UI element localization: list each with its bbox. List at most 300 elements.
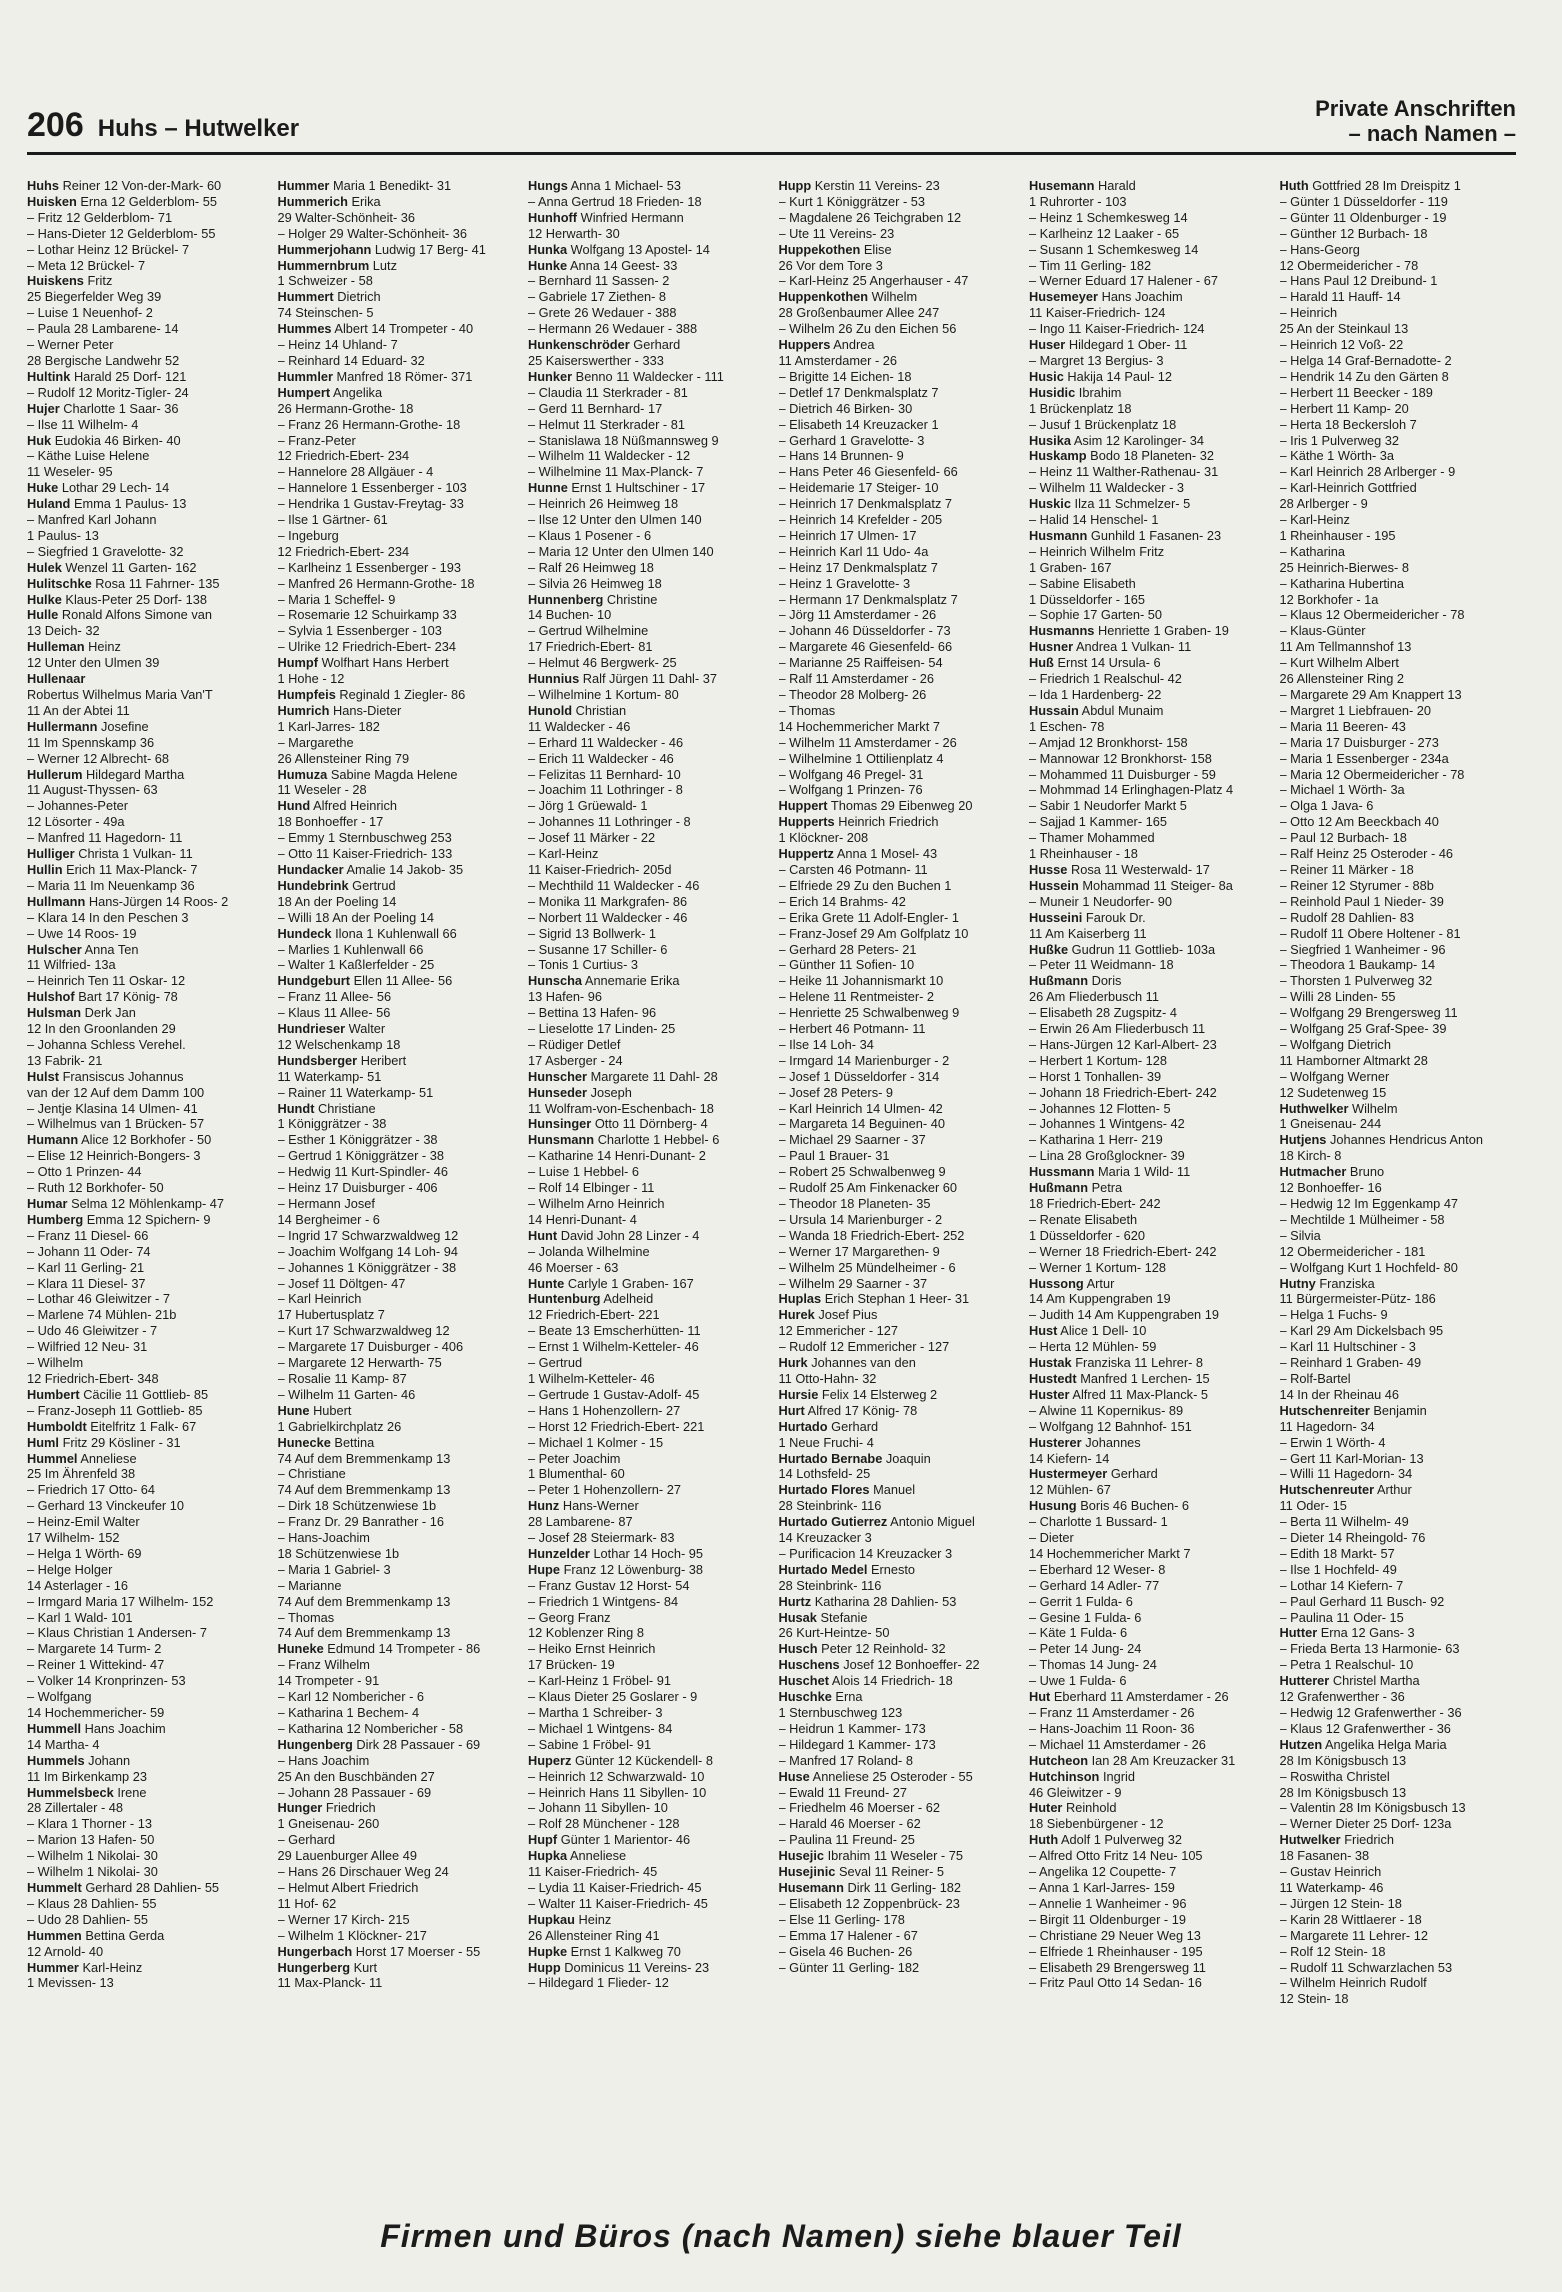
entry-details: – Willi 18 An der Poeling 14: [277, 909, 434, 925]
entry-details: 1 Rheinhauser - 18: [1029, 846, 1138, 862]
directory-entry: [528, 433, 766, 449]
directory-entry: [1280, 1148, 1518, 1164]
entry-surname: Huperz: [528, 1752, 572, 1768]
directory-entry: [1029, 1116, 1267, 1132]
directory-entry: [278, 242, 516, 258]
entry-details: 11 Im Birkenkamp 23: [27, 1768, 147, 1784]
directory-entry: [1029, 957, 1267, 973]
directory-entry: [1029, 337, 1267, 353]
entry-surname: Husner: [1029, 639, 1074, 655]
entry-details: – Klaus 11 Allee- 56: [277, 1005, 391, 1021]
directory-entry: [1029, 1800, 1267, 1816]
directory-entry: [1029, 1148, 1267, 1164]
directory-column: [1029, 178, 1267, 2168]
directory-entry: [1029, 1944, 1267, 1960]
entry-surname: Hungs: [528, 178, 568, 193]
entry-details: Erich Stephan 1 Heer- 31: [824, 1291, 970, 1307]
directory-entry: [278, 1514, 516, 1530]
directory-entry: [1029, 321, 1267, 337]
entry-details: – Hedwig 12 Im Eggenkamp 47: [1279, 1196, 1459, 1211]
directory-entry: [278, 226, 516, 242]
entry-details: – Ralf 11 Amsterdamer - 26: [778, 671, 935, 687]
directory-entry: [779, 1148, 1017, 1164]
directory-entry: [1280, 1546, 1518, 1562]
directory-entry: [1280, 687, 1518, 703]
directory-entry: [278, 1132, 516, 1148]
directory-entry: [528, 1816, 766, 1832]
entry-surname: Husic: [1029, 368, 1064, 384]
directory-entry: [27, 560, 265, 576]
entry-surname: Huster: [1029, 1386, 1070, 1402]
directory-entry: [779, 210, 1017, 226]
entry-details: – Hans-Georg: [1279, 241, 1360, 257]
directory-entry: [779, 830, 1017, 846]
entry-details: – Käte 1 Fulda- 6: [1029, 1625, 1128, 1641]
directory-entry: [779, 417, 1017, 433]
entry-details: – Margarete 46 Giesenfeld- 66: [778, 639, 953, 655]
entry-details: – Bernhard 11 Sassen- 2: [528, 273, 670, 289]
entry-details: – Maria 12 Obermeidericher - 78: [1279, 766, 1465, 782]
entry-details: Christa 1 Vulkan- 11: [78, 846, 193, 862]
entry-details: – Gertrud: [528, 1355, 583, 1371]
directory-entry: [278, 1673, 516, 1689]
directory-entry: [278, 1148, 516, 1164]
entry-details: Felix 14 Elsterweg 2: [821, 1386, 938, 1402]
entry-details: – Gabriele 17 Ziethen- 8: [528, 289, 667, 305]
directory-entry: [27, 464, 265, 480]
directory-entry: [278, 1196, 516, 1212]
entry-details: – Rolf 12 Stein- 18: [1279, 1943, 1386, 1959]
directory-entry: [278, 369, 516, 385]
entry-details: – Reiner 1 Wittekind- 47: [27, 1657, 165, 1673]
directory-entry: [779, 957, 1017, 973]
entry-details: 12 Friedrich-Ebert- 348: [27, 1370, 159, 1386]
directory-entry: [278, 560, 516, 576]
entry-surname: Hust: [1029, 1323, 1058, 1339]
entry-details: Eitelfritz 1 Falk- 67: [90, 1418, 197, 1434]
entry-details: – Ingrid 17 Schwarzwaldweg 12: [277, 1227, 459, 1243]
entry-details: – Erwin 26 Am Fliederbusch 11: [1029, 1021, 1206, 1037]
directory-entry: [1280, 607, 1518, 623]
directory-entry: [27, 1800, 265, 1816]
entry-details: – Erhard 11 Waldecker - 46: [528, 734, 684, 750]
entry-details: – Katharina 1 Bechem- 4: [277, 1705, 420, 1720]
entry-details: – Tonis 1 Curtius- 3: [528, 957, 639, 973]
entry-details: – Karl-Heinrich Gottfried: [1279, 480, 1417, 496]
entry-details: 13 Deich- 32: [27, 623, 100, 639]
entry-details: Albert 14 Trompeter - 40: [334, 321, 474, 337]
directory-entry: [1029, 226, 1267, 242]
directory-entry: [528, 1005, 766, 1021]
entry-details: 14 Hochemmericher Markt 7: [1029, 1545, 1191, 1561]
directory-entry: [528, 289, 766, 305]
directory-entry: [1280, 1912, 1518, 1928]
directory-entry: [779, 1323, 1017, 1339]
entry-details: – Elfriede 1 Rheinhauser - 195: [1029, 1943, 1203, 1959]
directory-entry: [779, 1403, 1017, 1419]
directory-entry: [779, 369, 1017, 385]
entry-details: – Olga 1 Java- 6: [1279, 798, 1374, 814]
directory-entry: [278, 417, 516, 433]
entry-details: – Marianne 25 Raiffeisen- 54: [778, 655, 943, 671]
entry-details: – Rudolf 11 Schwarzlachen 53: [1279, 1959, 1453, 1975]
entry-details: – Magdalene 26 Teichgraben 12: [778, 209, 962, 225]
entry-details: Erich 11 Max-Planck- 7: [66, 861, 198, 877]
entry-details: 13 Fabrik- 21: [27, 1052, 103, 1068]
entry-details: Andrea: [833, 337, 875, 353]
entry-surname: Hustermeyer: [1029, 1466, 1108, 1482]
directory-entry: [27, 703, 265, 719]
directory-entry: [1029, 1244, 1267, 1260]
directory-entry: [1029, 242, 1267, 258]
entry-details: 1 Gneisenau- 260: [277, 1816, 380, 1832]
directory-entry: [27, 448, 265, 464]
directory-entry: [528, 512, 766, 528]
entry-details: – Werner 17 Kirch- 215: [277, 1911, 410, 1927]
entry-details: – Beate 13 Emscherhütten- 11: [528, 1323, 701, 1339]
directory-entry: [779, 719, 1017, 735]
entry-details: Ernst 14 Ursula- 6: [1057, 655, 1161, 671]
entry-details: – Robert 25 Schwalbenweg 9: [778, 1164, 946, 1180]
entry-details: – Helmut 11 Sterkrader - 81: [528, 416, 685, 432]
directory-entry: [528, 1451, 766, 1467]
entry-details: 74 Auf dem Bremmenkamp 13: [277, 1593, 451, 1609]
section-subtitle: – nach Namen –: [1348, 121, 1516, 146]
entry-details: – Theodor 28 Molberg- 26: [778, 687, 927, 702]
entry-details: – Heinz 14 Uhland- 7: [277, 337, 398, 353]
entry-details: – Manfred 11 Hagedorn- 11: [27, 830, 183, 846]
directory-entry: [1280, 1880, 1518, 1896]
entry-details: Reiner 12 Von-der-Mark- 60: [62, 178, 222, 193]
entry-surname: Hutterer: [1279, 1673, 1330, 1689]
entry-details: 1 Graben- 167: [1029, 559, 1112, 575]
directory-entry: [278, 1466, 516, 1482]
entry-details: – Johannes 1 Königgrätzer - 38: [277, 1259, 457, 1275]
entry-details: Günter 1 Marientor- 46: [560, 1832, 691, 1848]
directory-entry: [779, 878, 1017, 894]
entry-details: 11 Oder- 15: [1279, 1498, 1347, 1514]
directory-entry: [27, 401, 265, 417]
entry-details: – Wilhelmine 11 Max-Planck- 7: [528, 464, 704, 480]
directory-entry: [1280, 1244, 1518, 1260]
directory-entry: [528, 623, 766, 639]
directory-entry: [1280, 751, 1518, 767]
directory-entry: [27, 687, 265, 703]
entry-details: 1 Rheinhauser - 195: [1279, 527, 1396, 543]
entry-details: – Wolfgang Kurt 1 Hochfeld- 80: [1279, 1259, 1458, 1275]
directory-entry: [1029, 1101, 1267, 1117]
directory-entry: [779, 1164, 1017, 1180]
entry-details: – Emma 17 Halener - 67: [778, 1927, 918, 1943]
entry-details: – Hedwig 12 Grafenwerther - 36: [1279, 1705, 1462, 1720]
directory-entry: [1280, 1673, 1518, 1689]
entry-details: Mohammad 11 Steiger- 8a: [1082, 877, 1233, 893]
directory-entry: [528, 305, 766, 321]
entry-details: – Hans-Jürgen 12 Karl-Albert- 23: [1029, 1036, 1217, 1052]
entry-details: Christiane: [318, 1100, 376, 1116]
entry-surname: Hulitschke: [27, 575, 92, 591]
directory-entry: [1029, 894, 1267, 910]
directory-entry: [779, 798, 1017, 814]
directory-entry: [528, 942, 766, 958]
entry-details: – Mechthild 11 Waldecker - 46: [528, 877, 700, 893]
directory-entry: [1280, 305, 1518, 321]
entry-details: – Thomas: [778, 702, 836, 718]
entry-details: – Heinz 11 Walther-Rathenau- 31: [1029, 464, 1219, 480]
entry-details: – Lothar 14 Kiefern- 7: [1279, 1577, 1404, 1593]
directory-entry: [27, 1148, 265, 1164]
entry-surname: Hunne: [528, 480, 568, 496]
directory-entry: [1029, 942, 1267, 958]
entry-details: – Sajjad 1 Kammer- 165: [1029, 814, 1167, 830]
entry-details: 11 Am Tellmannshof 13: [1279, 639, 1412, 655]
entry-details: Margarete 11 Dahl- 28: [590, 1068, 718, 1084]
entry-details: – Karl 1 Wald- 101: [27, 1609, 133, 1625]
entry-details: – Silvia 26 Heimweg 18: [528, 575, 662, 591]
entry-details: 11 Kaiser-Friedrich- 124: [1029, 305, 1166, 321]
directory-entry: [1280, 592, 1518, 608]
directory-entry: [1029, 719, 1267, 735]
entry-details: – Klaus 1 Posener - 6: [528, 527, 652, 543]
directory-entry: [779, 751, 1017, 767]
entry-surname: Huskic: [1029, 496, 1071, 512]
entry-details: – Rudolf 28 Dahlien- 83: [1279, 909, 1414, 925]
directory-entry: [779, 607, 1017, 623]
entry-surname: Humrich: [277, 702, 330, 718]
entry-details: 11 Kaiser-Friedrich- 45: [528, 1864, 658, 1880]
entry-details: Irene: [117, 1784, 147, 1800]
entry-surname: Hußmann: [1029, 973, 1089, 989]
entry-details: 14 Lothsfeld- 25: [778, 1466, 871, 1482]
entry-surname: Hurtado Bernabe: [778, 1450, 883, 1466]
directory-entry: [27, 1307, 265, 1323]
directory-entry: [1029, 1832, 1267, 1848]
entry-details: – Edith 18 Markt- 57: [1279, 1545, 1395, 1561]
entry-details: – Dieter 14 Rheingold- 76: [1279, 1530, 1426, 1546]
directory-entry: [278, 1896, 516, 1912]
entry-surname: Husemeyer: [1029, 289, 1099, 305]
entry-details: Lutz: [372, 257, 397, 273]
directory-entry: [1029, 369, 1267, 385]
entry-details: – Karl Heinrich 14 Ulmen- 42: [778, 1100, 943, 1116]
entry-surname: Hulst: [27, 1068, 59, 1084]
directory-entry: [1280, 1180, 1518, 1196]
entry-details: – Roswitha Christel: [1279, 1768, 1390, 1784]
entry-details: – Werner 12 Albrecht- 68: [27, 750, 170, 766]
directory-entry: [528, 973, 766, 989]
entry-details: Eudokia 46 Birken- 40: [54, 432, 181, 448]
entry-details: – Josef 11 Märker - 22: [528, 830, 656, 846]
directory-entry: [27, 862, 265, 878]
entry-details: Manfred 1 Lerchen- 15: [1080, 1370, 1210, 1386]
entry-details: Hans-Dieter: [332, 702, 402, 718]
header-rule: [27, 152, 1516, 155]
entry-surname: Hummels: [27, 1752, 85, 1768]
entry-details: Hans Joachim: [84, 1720, 166, 1736]
entry-details: 12 Friedrich-Ebert- 221: [528, 1307, 660, 1323]
entry-surname: Hussmann: [1029, 1164, 1095, 1180]
directory-entry: [278, 1689, 516, 1705]
entry-details: – Heinrich: [1279, 305, 1338, 321]
directory-entry: [278, 1562, 516, 1578]
entry-details: 12 Bonhoeffer- 16: [1279, 1180, 1382, 1196]
entry-surname: Hummelsbeck: [27, 1784, 114, 1800]
directory-entry: [528, 862, 766, 878]
entry-details: – Hedwig 11 Kurt-Spindler- 46: [277, 1164, 448, 1180]
entry-details: – Lothar Heinz 12 Brückel- 7: [27, 241, 190, 257]
entry-details: – Friedhelm 46 Moerser - 62: [778, 1800, 940, 1816]
directory-entry: [779, 496, 1017, 512]
directory-entry: [779, 814, 1017, 830]
entry-surname: Hussein: [1029, 877, 1079, 893]
entry-details: 1 Königgrätzer - 38: [277, 1116, 387, 1132]
directory-entry: [278, 592, 516, 608]
directory-entry: [1029, 782, 1267, 798]
entry-surname: Huk: [27, 432, 52, 448]
entry-details: Lothar 14 Hoch- 95: [593, 1545, 703, 1561]
directory-entry: [1280, 464, 1518, 480]
entry-surname: Hummel: [27, 1450, 78, 1466]
entry-details: – Erika Grete 11 Adolf-Engler- 1: [778, 909, 959, 925]
entry-surname: Hunecke: [277, 1434, 331, 1450]
directory-entry: [278, 751, 516, 767]
directory-entry: [528, 496, 766, 512]
entry-details: – Hans-Joachim 11 Roon- 36: [1029, 1720, 1195, 1736]
directory-entry: [779, 576, 1017, 592]
directory-entry: [1280, 321, 1518, 337]
entry-details: Horst 17 Moerser - 55: [355, 1943, 481, 1959]
entry-details: – Klara 14 In den Peschen 3: [27, 909, 189, 925]
entry-details: Ian 28 Am Kreuzacker 31: [1091, 1752, 1236, 1768]
directory-entry: [779, 1610, 1017, 1626]
directory-entry: [27, 1323, 265, 1339]
entry-details: 28 Arlberger - 9: [1279, 496, 1368, 512]
entry-details: Antonio Miguel: [890, 1514, 975, 1530]
directory-entry: [528, 607, 766, 623]
entry-details: – Klaus 28 Dahlien- 55: [27, 1895, 157, 1911]
entry-details: 26 Am Fliederbusch 11: [1029, 989, 1159, 1005]
entry-details: Alfred 11 Max-Planck- 5: [1072, 1386, 1209, 1402]
entry-details: – Klaus Christian 1 Andersen- 7: [27, 1625, 207, 1641]
entry-details: 11 Waterkamp- 51: [277, 1068, 382, 1084]
entry-details: – Siegfried 1 Gravelotte- 32: [27, 543, 184, 559]
entry-details: – Gerhard 1 Gravelotte- 3: [778, 432, 925, 448]
directory-entry: [1280, 1816, 1518, 1832]
entry-details: – Hans-Joachim: [277, 1530, 370, 1546]
directory-entry: [1280, 480, 1518, 496]
entry-details: Johannes Hendricus Anton: [1330, 1132, 1483, 1148]
directory-entry: [1280, 289, 1518, 305]
entry-details: Angelika Helga Maria: [1325, 1736, 1447, 1752]
entry-details: – Gisela 46 Buchen- 26: [778, 1943, 913, 1959]
entry-details: – Wolfgang Dietrich: [1279, 1036, 1391, 1052]
directory-entry: [1029, 1975, 1267, 1991]
entry-details: – Ewald 11 Freund- 27: [778, 1784, 908, 1800]
entry-details: Edmund 14 Trompeter - 86: [327, 1641, 481, 1657]
directory-entry: [779, 623, 1017, 639]
entry-details: – Claudia 11 Sterkrader - 81: [528, 384, 688, 400]
directory-entry: [779, 1451, 1017, 1467]
directory-entry: [528, 226, 766, 242]
entry-details: – Birgit 11 Oldenburger - 19: [1029, 1911, 1186, 1927]
entry-details: – Heinz 17 Denkmalsplatz 7: [778, 559, 938, 575]
directory-entry: [779, 1387, 1017, 1403]
entry-surname: Husidic: [1029, 384, 1076, 400]
entry-details: 26 Allensteiner Ring 79: [277, 750, 410, 766]
directory-entry: [1280, 671, 1518, 687]
entry-details: – Erwin 1 Wörth- 4: [1279, 1434, 1386, 1450]
directory-entry: [278, 1371, 516, 1387]
entry-details: 1 Düsseldorfer - 165: [1029, 591, 1145, 607]
directory-entry: [278, 353, 516, 369]
entry-details: – Gustav Heinrich: [1279, 1864, 1382, 1880]
directory-entry: [1029, 592, 1267, 608]
entry-details: – Herbert 46 Potmann- 11: [778, 1021, 926, 1037]
entry-details: – Paul Gerhard 11 Busch- 92: [1279, 1593, 1445, 1609]
directory-entry: [1280, 433, 1518, 449]
directory-entry: [779, 1212, 1017, 1228]
directory-entry: [528, 448, 766, 464]
directory-entry: [278, 1164, 516, 1180]
entry-details: Maria 1 Benedikt- 31: [332, 178, 452, 193]
entry-surname: Hunker: [528, 368, 573, 384]
entry-details: – Michael 1 Wörth- 3a: [1279, 782, 1405, 798]
directory-entry: [1280, 1832, 1518, 1848]
directory-entry: [528, 1848, 766, 1864]
entry-details: Ernst 1 Kalkweg 70: [570, 1943, 681, 1959]
directory-entry: [779, 989, 1017, 1005]
entry-details: 74 Auf dem Bremmenkamp 13: [277, 1625, 451, 1641]
directory-entry: [1280, 1053, 1518, 1069]
entry-details: – Iris 1 Pulverweg 32: [1279, 432, 1399, 448]
directory-entry: [1029, 1228, 1267, 1244]
entry-details: – Elisabeth 29 Brengersweg 11: [1029, 1959, 1206, 1975]
entry-details: – Ulrike 12 Friedrich-Ebert- 234: [277, 639, 457, 655]
entry-details: – Wilhelm 25 Mündelheimer - 6: [778, 1259, 956, 1275]
directory-entry: [528, 273, 766, 289]
directory-entry: [1029, 910, 1267, 926]
entry-details: 1 Hohe - 12: [277, 671, 345, 687]
directory-entry: [779, 1101, 1017, 1117]
entry-details: – Irmgard Maria 17 Wilhelm- 152: [27, 1593, 214, 1609]
entry-details: – Wilhelm 11 Garten- 46: [277, 1386, 416, 1402]
entry-details: 14 Kiefern- 14: [1029, 1450, 1110, 1466]
directory-entry: [528, 1196, 766, 1212]
directory-entry: [27, 1514, 265, 1530]
entry-details: – Johannes 11 Lothringer - 8: [528, 814, 691, 830]
directory-entry: [1280, 1482, 1518, 1498]
directory-entry: [27, 1180, 265, 1196]
entry-details: – Johannes 12 Flotten- 5: [1029, 1100, 1171, 1116]
directory-entry: [779, 671, 1017, 687]
entry-details: 28 Steinbrink- 116: [778, 1498, 882, 1514]
directory-entry: [278, 1244, 516, 1260]
directory-entry: [278, 973, 516, 989]
directory-entry: [1029, 1848, 1267, 1864]
entry-details: Gertrud: [352, 877, 396, 893]
entry-details: – Gerrit 1 Fulda- 6: [1029, 1593, 1133, 1609]
directory-entry: [779, 1625, 1017, 1641]
directory-entry: [27, 353, 265, 369]
entry-details: Heinz: [578, 1911, 612, 1927]
directory-entry: [1280, 1101, 1518, 1117]
directory-entry: [528, 1037, 766, 1053]
directory-entry: [278, 1021, 516, 1037]
entry-details: – Anna Gertrud 18 Frieden- 18: [528, 193, 702, 209]
entry-details: – Günter 1 Düsseldorfer - 119: [1279, 193, 1448, 209]
directory-entry: [1280, 544, 1518, 560]
directory-entry: [528, 687, 766, 703]
